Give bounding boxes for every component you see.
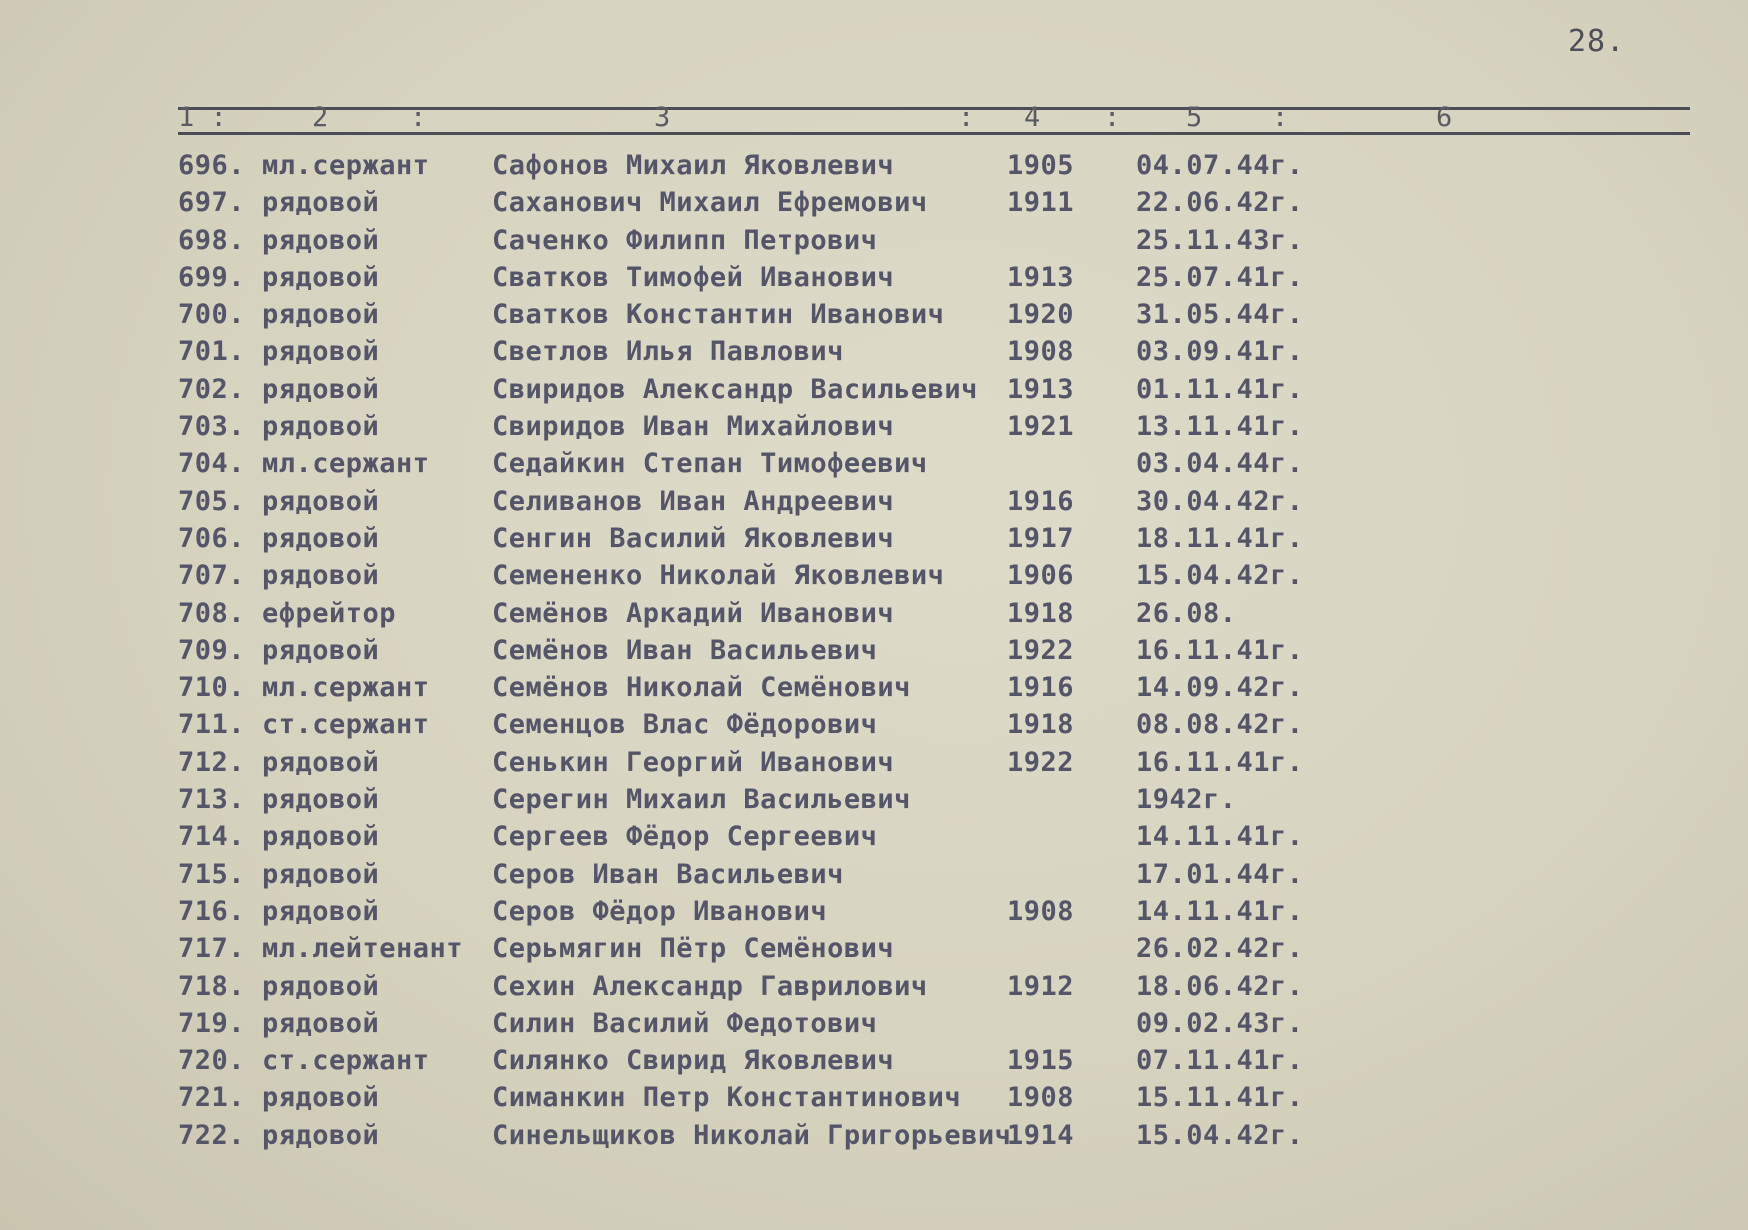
- record-name: Сенгин Василий Яковлевич: [492, 522, 895, 554]
- record-name: Симанкин Петр Константинович: [492, 1082, 962, 1114]
- record-name: Саханович Михаил Ефремович: [492, 187, 928, 219]
- record-rank: рядовой: [262, 858, 380, 890]
- record-row: [0, 859, 1748, 896]
- record-name: Семёнов Аркадий Иванович: [492, 597, 895, 629]
- record-birth-year: 1921: [1007, 411, 1075, 443]
- record-row: [0, 523, 1748, 560]
- record-rank: рядовой: [262, 485, 380, 517]
- column-header-3: 3: [654, 102, 671, 133]
- record-name: Свиридов Александр Васильевич: [492, 373, 978, 405]
- record-name: Сафонов Михаил Яковлевич: [492, 150, 895, 181]
- records-list: [0, 150, 1748, 1157]
- record-number: 712.: [178, 746, 246, 778]
- record-row: [0, 225, 1748, 262]
- record-rank: мл.сержант: [262, 150, 430, 181]
- record-date: 18.11.41г.: [1136, 522, 1304, 554]
- record-date: 03.09.41г.: [1136, 336, 1304, 368]
- record-number: 699.: [178, 261, 246, 293]
- record-number: 709.: [178, 634, 246, 666]
- record-date: 15.04.42г.: [1136, 1119, 1304, 1151]
- record-date: 16.11.41г.: [1136, 634, 1304, 666]
- record-row: [0, 486, 1748, 523]
- record-name: Саченко Филипп Петрович: [492, 224, 878, 256]
- record-name: Свиридов Иван Михайлович: [492, 411, 895, 443]
- column-header-separator: :: [1272, 102, 1289, 133]
- record-row: [0, 374, 1748, 411]
- record-number: 722.: [178, 1119, 246, 1151]
- record-birth-year: 1915: [1007, 1045, 1075, 1077]
- record-row: [0, 1082, 1748, 1119]
- column-header-separator: :: [410, 102, 427, 133]
- record-rank: ст.сержант: [262, 1045, 430, 1077]
- record-rank: рядовой: [262, 411, 380, 443]
- record-date: 18.06.42г.: [1136, 970, 1304, 1002]
- record-date: 26.08.: [1136, 597, 1237, 629]
- record-number: 700.: [178, 299, 246, 331]
- record-number: 705.: [178, 485, 246, 517]
- record-date: 08.08.42г.: [1136, 709, 1304, 741]
- record-name: Серегин Михаил Васильевич: [492, 784, 911, 816]
- record-number: 715.: [178, 858, 246, 890]
- column-header-4: 4: [1024, 102, 1041, 133]
- record-name: Семёнов Иван Васильевич: [492, 634, 878, 666]
- record-rank: рядовой: [262, 224, 380, 256]
- record-rank: рядовой: [262, 1082, 380, 1114]
- record-row: [0, 560, 1748, 597]
- record-number: 719.: [178, 1007, 246, 1039]
- record-rank: рядовой: [262, 261, 380, 293]
- record-rank: рядовой: [262, 1119, 380, 1151]
- record-number: 720.: [178, 1045, 246, 1077]
- record-row: [0, 709, 1748, 746]
- record-number: 710.: [178, 672, 246, 704]
- record-number: 718.: [178, 970, 246, 1002]
- record-name: Силянко Свирид Яковлевич: [492, 1045, 895, 1077]
- record-name: Серьмягин Пётр Семёнович: [492, 933, 895, 965]
- record-rank: рядовой: [262, 895, 380, 927]
- record-date: 14.11.41г.: [1136, 821, 1304, 853]
- record-row: [0, 411, 1748, 448]
- record-rank: рядовой: [262, 970, 380, 1002]
- column-header-separator: :: [1104, 102, 1121, 133]
- record-number: 707.: [178, 560, 246, 592]
- record-birth-year: 1913: [1007, 261, 1075, 293]
- record-birth-year: 1908: [1007, 336, 1075, 368]
- column-header-2: 2: [312, 102, 329, 133]
- record-birth-year: 1918: [1007, 597, 1075, 629]
- record-rank: рядовой: [262, 784, 380, 816]
- record-rank: рядовой: [262, 299, 380, 331]
- record-rank: мл.сержант: [262, 448, 430, 480]
- record-date: 16.11.41г.: [1136, 746, 1304, 778]
- record-rank: рядовой: [262, 187, 380, 219]
- record-birth-year: 1906: [1007, 560, 1075, 592]
- record-date: 07.11.41г.: [1136, 1045, 1304, 1077]
- record-row: [0, 933, 1748, 970]
- record-name: Серов Фёдор Иванович: [492, 895, 828, 927]
- record-row: [0, 1120, 1748, 1157]
- record-date: 13.11.41г.: [1136, 411, 1304, 443]
- record-number: 716.: [178, 895, 246, 927]
- record-birth-year: 1920: [1007, 299, 1075, 331]
- record-row: [0, 150, 1748, 187]
- record-birth-year: 1905: [1007, 150, 1075, 181]
- record-date: 15.04.42г.: [1136, 560, 1304, 592]
- record-birth-year: 1918: [1007, 709, 1075, 741]
- record-row: [0, 971, 1748, 1008]
- record-birth-year: 1916: [1007, 485, 1075, 517]
- record-number: 706.: [178, 522, 246, 554]
- record-rank: ст.сержант: [262, 709, 430, 741]
- record-birth-year: 1911: [1007, 187, 1075, 219]
- record-number: 702.: [178, 373, 246, 405]
- record-row: [0, 448, 1748, 485]
- header-bottom-rule: [178, 132, 1690, 135]
- record-row: [0, 336, 1748, 373]
- record-date: 25.07.41г.: [1136, 261, 1304, 293]
- record-date: 14.11.41г.: [1136, 895, 1304, 927]
- record-number: 711.: [178, 709, 246, 741]
- record-row: [0, 821, 1748, 858]
- record-date: 09.02.43г.: [1136, 1007, 1304, 1039]
- record-number: 696.: [178, 150, 246, 181]
- record-name: Силин Василий Федотович: [492, 1007, 878, 1039]
- record-row: [0, 896, 1748, 933]
- record-row: [0, 262, 1748, 299]
- record-birth-year: 1922: [1007, 634, 1075, 666]
- record-date: 26.02.42г.: [1136, 933, 1304, 965]
- column-header-row: [0, 102, 1748, 132]
- record-date: 31.05.44г.: [1136, 299, 1304, 331]
- record-rank: ефрейтор: [262, 597, 397, 629]
- record-birth-year: 1913: [1007, 373, 1075, 405]
- record-number: 721.: [178, 1082, 246, 1114]
- record-number: 708.: [178, 597, 246, 629]
- record-birth-year: 1908: [1007, 1082, 1075, 1114]
- record-number: 701.: [178, 336, 246, 368]
- record-row: [0, 187, 1748, 224]
- record-row: [0, 635, 1748, 672]
- record-birth-year: 1908: [1007, 895, 1075, 927]
- record-row: [0, 747, 1748, 784]
- record-rank: рядовой: [262, 821, 380, 853]
- record-name: Серов Иван Васильевич: [492, 858, 844, 890]
- record-number: 704.: [178, 448, 246, 480]
- record-row: [0, 299, 1748, 336]
- record-number: 698.: [178, 224, 246, 256]
- record-date: 25.11.43г.: [1136, 224, 1304, 256]
- column-header-5: 5: [1186, 102, 1203, 133]
- record-name: Сенькин Георгий Иванович: [492, 746, 895, 778]
- record-row: [0, 598, 1748, 635]
- record-row: [0, 1045, 1748, 1082]
- record-rank: рядовой: [262, 522, 380, 554]
- record-name: Сватков Константин Иванович: [492, 299, 945, 331]
- record-number: 713.: [178, 784, 246, 816]
- record-name: Сергеев Фёдор Сергеевич: [492, 821, 878, 853]
- record-date: 14.09.42г.: [1136, 672, 1304, 704]
- record-birth-year: 1917: [1007, 522, 1075, 554]
- column-header-6: 6: [1436, 102, 1453, 133]
- record-birth-year: 1922: [1007, 746, 1075, 778]
- record-date: 15.11.41г.: [1136, 1082, 1304, 1114]
- record-rank: рядовой: [262, 560, 380, 592]
- record-rank: рядовой: [262, 336, 380, 368]
- record-birth-year: 1914: [1007, 1119, 1075, 1151]
- record-number: 717.: [178, 933, 246, 965]
- column-header-separator: :: [958, 102, 975, 133]
- record-name: Сватков Тимофей Иванович: [492, 261, 895, 293]
- record-date: 04.07.44г.: [1136, 150, 1304, 181]
- column-header-1: 1 :: [178, 102, 227, 133]
- record-date: 30.04.42г.: [1136, 485, 1304, 517]
- record-date: 03.04.44г.: [1136, 448, 1304, 480]
- record-rank: рядовой: [262, 1007, 380, 1039]
- record-name: Семененко Николай Яковлевич: [492, 560, 945, 592]
- record-date: 1942г.: [1136, 784, 1237, 816]
- record-row: [0, 1008, 1748, 1045]
- record-date: 01.11.41г.: [1136, 373, 1304, 405]
- record-name: Сехин Александр Гаврилович: [492, 970, 928, 1002]
- record-birth-year: 1916: [1007, 672, 1075, 704]
- record-rank: рядовой: [262, 634, 380, 666]
- page-number: 28.: [1568, 24, 1626, 59]
- record-rank: мл.сержант: [262, 672, 430, 704]
- record-name: Светлов Илья Павлович: [492, 336, 844, 368]
- record-rank: рядовой: [262, 746, 380, 778]
- record-name: Семёнов Николай Семёнович: [492, 672, 911, 704]
- record-row: [0, 672, 1748, 709]
- record-name: Синельщиков Николай Григорьевич: [492, 1119, 1012, 1151]
- record-name: Седайкин Степан Тимофеевич: [492, 448, 928, 480]
- record-name: Селиванов Иван Андреевич: [492, 485, 895, 517]
- record-birth-year: 1912: [1007, 970, 1075, 1002]
- record-rank: рядовой: [262, 373, 380, 405]
- record-name: Семенцов Влас Фёдорович: [492, 709, 878, 741]
- record-rank: мл.лейтенант: [262, 933, 464, 965]
- record-number: 703.: [178, 411, 246, 443]
- record-date: 17.01.44г.: [1136, 858, 1304, 890]
- record-row: [0, 784, 1748, 821]
- record-number: 714.: [178, 821, 246, 853]
- record-number: 697.: [178, 187, 246, 219]
- record-date: 22.06.42г.: [1136, 187, 1304, 219]
